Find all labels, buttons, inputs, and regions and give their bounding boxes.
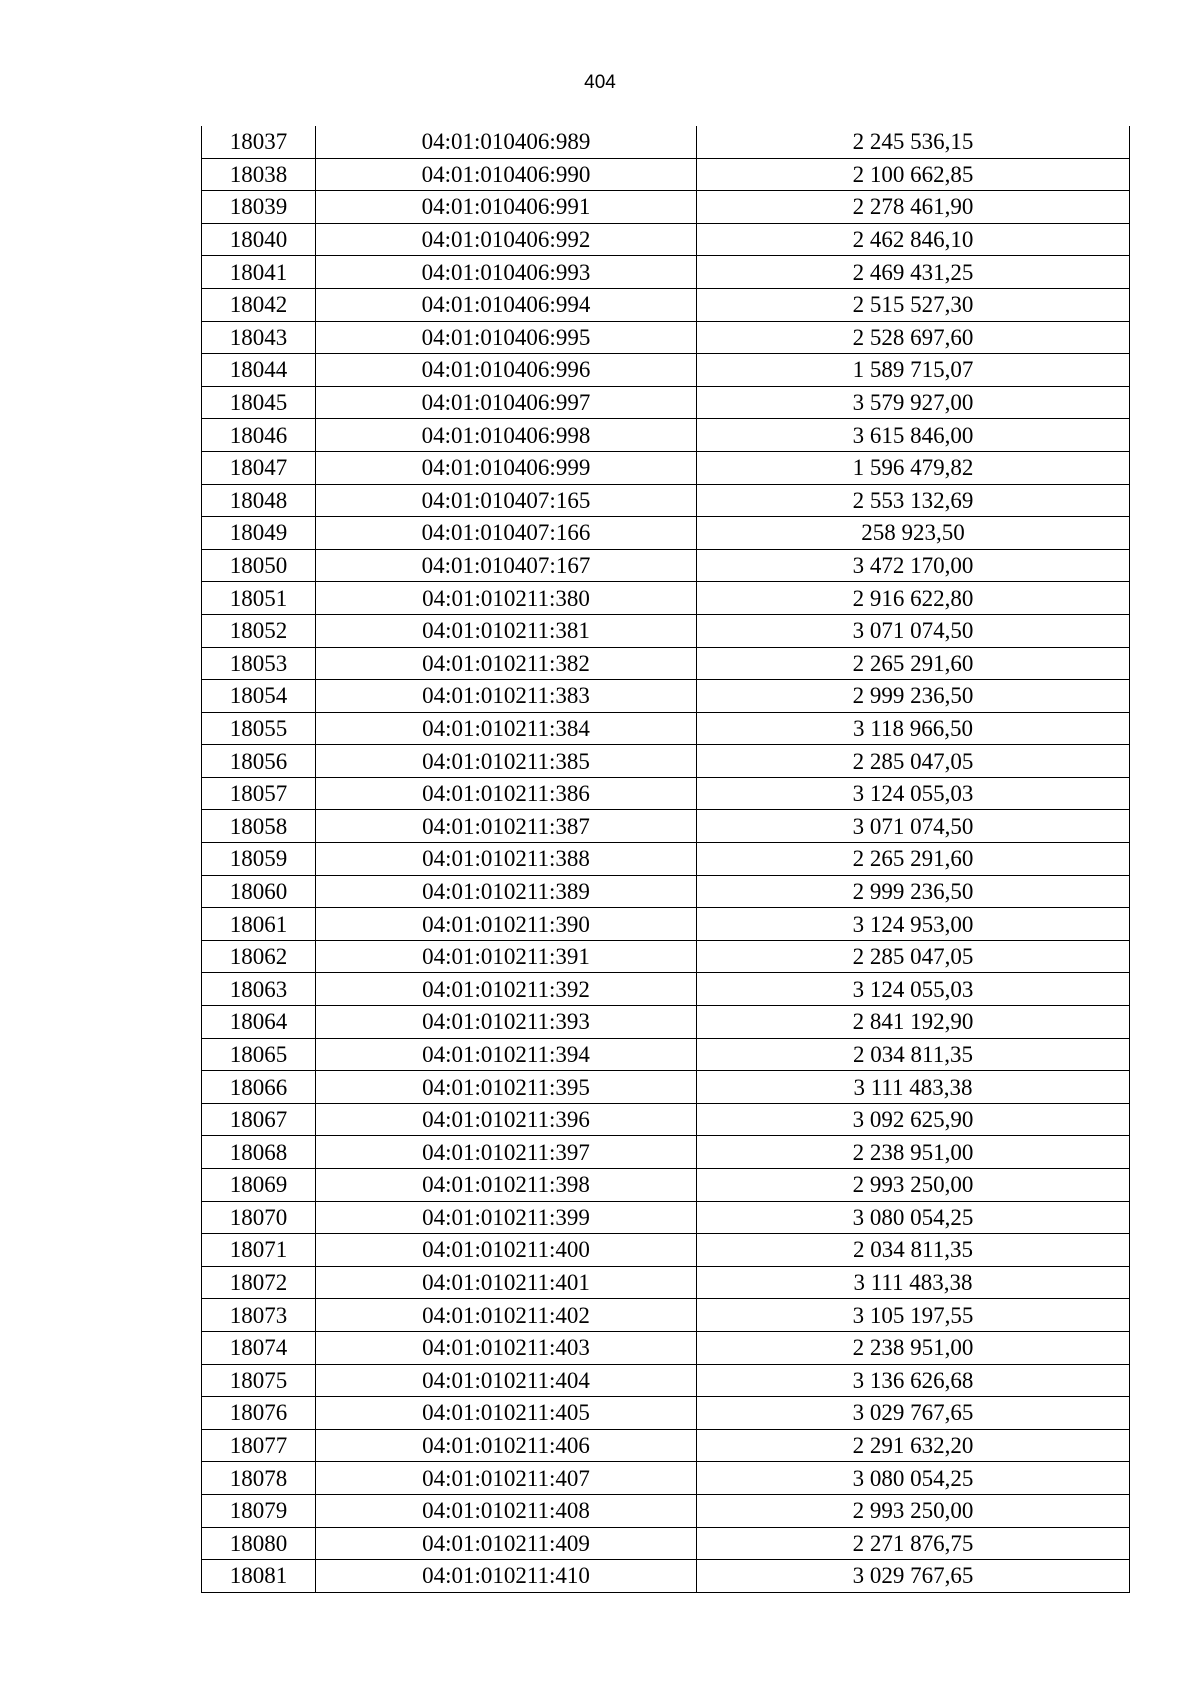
cadastral-number-cell: 04:01:010211:407 bbox=[316, 1462, 697, 1495]
value-cell: 3 029 767,65 bbox=[697, 1560, 1130, 1593]
cadastral-number-cell: 04:01:010406:992 bbox=[316, 223, 697, 256]
cadastral-number-cell: 04:01:010407:165 bbox=[316, 484, 697, 517]
table-row bbox=[202, 1006, 1130, 1039]
table-row bbox=[202, 843, 1130, 876]
cadastral-number-cell: 04:01:010211:385 bbox=[316, 745, 697, 778]
cadastral-number-cell: 04:01:010211:384 bbox=[316, 712, 697, 745]
value-cell: 3 136 626,68 bbox=[697, 1364, 1130, 1397]
cadastral-number-cell: 04:01:010406:993 bbox=[316, 256, 697, 289]
cadastral-number-cell: 04:01:010211:401 bbox=[316, 1266, 697, 1299]
row-number-cell: 18043 bbox=[202, 321, 316, 354]
row-number-cell: 18066 bbox=[202, 1071, 316, 1104]
cadastral-number-cell: 04:01:010211:398 bbox=[316, 1169, 697, 1202]
row-number-cell: 18050 bbox=[202, 549, 316, 582]
table-row bbox=[202, 908, 1130, 941]
table-row bbox=[202, 1071, 1130, 1104]
row-number-cell: 18060 bbox=[202, 875, 316, 908]
cadastral-number-cell: 04:01:010211:403 bbox=[316, 1331, 697, 1364]
cadastral-number-cell: 04:01:010211:383 bbox=[316, 680, 697, 713]
row-number-cell: 18054 bbox=[202, 680, 316, 713]
value-cell: 2 841 192,90 bbox=[697, 1006, 1130, 1039]
table-row bbox=[202, 354, 1130, 387]
value-cell: 2 238 951,00 bbox=[697, 1136, 1130, 1169]
table-row bbox=[202, 1103, 1130, 1136]
value-cell: 3 579 927,00 bbox=[697, 386, 1130, 419]
row-number-cell: 18045 bbox=[202, 386, 316, 419]
cadastral-number-cell: 04:01:010211:409 bbox=[316, 1527, 697, 1560]
row-number-cell: 18076 bbox=[202, 1397, 316, 1430]
row-number-cell: 18038 bbox=[202, 158, 316, 191]
cadastral-number-cell: 04:01:010211:391 bbox=[316, 940, 697, 973]
row-number-cell: 18068 bbox=[202, 1136, 316, 1169]
cadastral-number-cell: 04:01:010211:404 bbox=[316, 1364, 697, 1397]
cadastral-number-cell: 04:01:010211:393 bbox=[316, 1006, 697, 1039]
registry-table bbox=[201, 126, 1130, 1593]
value-cell: 3 092 625,90 bbox=[697, 1103, 1130, 1136]
row-number-cell: 18046 bbox=[202, 419, 316, 452]
table-row bbox=[202, 1299, 1130, 1332]
value-cell: 3 472 170,00 bbox=[697, 549, 1130, 582]
value-cell: 1 596 479,82 bbox=[697, 451, 1130, 484]
cadastral-number-cell: 04:01:010211:390 bbox=[316, 908, 697, 941]
table-row bbox=[202, 321, 1130, 354]
value-cell: 3 124 055,03 bbox=[697, 973, 1130, 1006]
cadastral-number-cell: 04:01:010211:405 bbox=[316, 1397, 697, 1430]
row-number-cell: 18081 bbox=[202, 1560, 316, 1593]
cadastral-number-cell: 04:01:010407:166 bbox=[316, 517, 697, 550]
registry-table-body bbox=[202, 126, 1130, 1592]
cadastral-number-cell: 04:01:010406:994 bbox=[316, 288, 697, 321]
table-row bbox=[202, 745, 1130, 778]
table-row bbox=[202, 1494, 1130, 1527]
cadastral-number-cell: 04:01:010406:999 bbox=[316, 451, 697, 484]
table-row bbox=[202, 1169, 1130, 1202]
value-cell: 2 916 622,80 bbox=[697, 582, 1130, 615]
table-row bbox=[202, 386, 1130, 419]
row-number-cell: 18071 bbox=[202, 1234, 316, 1267]
row-number-cell: 18037 bbox=[202, 126, 316, 158]
value-cell: 2 993 250,00 bbox=[697, 1169, 1130, 1202]
table-row bbox=[202, 1234, 1130, 1267]
row-number-cell: 18074 bbox=[202, 1331, 316, 1364]
row-number-cell: 18075 bbox=[202, 1364, 316, 1397]
value-cell: 2 285 047,05 bbox=[697, 745, 1130, 778]
cadastral-number-cell: 04:01:010211:382 bbox=[316, 647, 697, 680]
value-cell: 2 285 047,05 bbox=[697, 940, 1130, 973]
table-row bbox=[202, 1364, 1130, 1397]
cadastral-number-cell: 04:01:010211:392 bbox=[316, 973, 697, 1006]
table-row bbox=[202, 1429, 1130, 1462]
row-number-cell: 18067 bbox=[202, 1103, 316, 1136]
value-cell: 2 462 846,10 bbox=[697, 223, 1130, 256]
value-cell: 3 111 483,38 bbox=[697, 1266, 1130, 1299]
table-row bbox=[202, 288, 1130, 321]
value-cell: 3 111 483,38 bbox=[697, 1071, 1130, 1104]
page-number: 404 bbox=[584, 72, 616, 93]
table-row bbox=[202, 549, 1130, 582]
table-row bbox=[202, 158, 1130, 191]
row-number-cell: 18069 bbox=[202, 1169, 316, 1202]
row-number-cell: 18055 bbox=[202, 712, 316, 745]
value-cell: 3 105 197,55 bbox=[697, 1299, 1130, 1332]
table-row bbox=[202, 419, 1130, 452]
value-cell: 2 993 250,00 bbox=[697, 1494, 1130, 1527]
table-row bbox=[202, 973, 1130, 1006]
table-row bbox=[202, 940, 1130, 973]
table-row bbox=[202, 1527, 1130, 1560]
row-number-cell: 18048 bbox=[202, 484, 316, 517]
value-cell: 2 034 811,35 bbox=[697, 1038, 1130, 1071]
table-row bbox=[202, 1331, 1130, 1364]
value-cell: 2 469 431,25 bbox=[697, 256, 1130, 289]
row-number-cell: 18062 bbox=[202, 940, 316, 973]
value-cell: 2 278 461,90 bbox=[697, 191, 1130, 224]
value-cell: 3 118 966,50 bbox=[697, 712, 1130, 745]
value-cell: 2 245 536,15 bbox=[697, 126, 1130, 158]
row-number-cell: 18063 bbox=[202, 973, 316, 1006]
row-number-cell: 18080 bbox=[202, 1527, 316, 1560]
cadastral-number-cell: 04:01:010211:395 bbox=[316, 1071, 697, 1104]
row-number-cell: 18039 bbox=[202, 191, 316, 224]
cadastral-number-cell: 04:01:010406:997 bbox=[316, 386, 697, 419]
table-row bbox=[202, 1397, 1130, 1430]
cadastral-number-cell: 04:01:010406:989 bbox=[316, 126, 697, 158]
table-row bbox=[202, 680, 1130, 713]
value-cell: 2 999 236,50 bbox=[697, 875, 1130, 908]
row-number-cell: 18056 bbox=[202, 745, 316, 778]
cadastral-number-cell: 04:01:010211:394 bbox=[316, 1038, 697, 1071]
row-number-cell: 18073 bbox=[202, 1299, 316, 1332]
cadastral-number-cell: 04:01:010406:991 bbox=[316, 191, 697, 224]
value-cell: 3 080 054,25 bbox=[697, 1462, 1130, 1495]
value-cell: 3 124 953,00 bbox=[697, 908, 1130, 941]
value-cell: 2 291 632,20 bbox=[697, 1429, 1130, 1462]
value-cell: 3 029 767,65 bbox=[697, 1397, 1130, 1430]
table-row bbox=[202, 1560, 1130, 1593]
cadastral-number-cell: 04:01:010211:381 bbox=[316, 614, 697, 647]
cadastral-number-cell: 04:01:010406:998 bbox=[316, 419, 697, 452]
table-row bbox=[202, 614, 1130, 647]
table-row bbox=[202, 223, 1130, 256]
value-cell: 2 034 811,35 bbox=[697, 1234, 1130, 1267]
row-number-cell: 18064 bbox=[202, 1006, 316, 1039]
table-row bbox=[202, 1462, 1130, 1495]
cadastral-number-cell: 04:01:010211:380 bbox=[316, 582, 697, 615]
row-number-cell: 18065 bbox=[202, 1038, 316, 1071]
cadastral-number-cell: 04:01:010406:990 bbox=[316, 158, 697, 191]
cadastral-number-cell: 04:01:010406:996 bbox=[316, 354, 697, 387]
table-row bbox=[202, 777, 1130, 810]
value-cell: 258 923,50 bbox=[697, 517, 1130, 550]
table-row bbox=[202, 517, 1130, 550]
cadastral-number-cell: 04:01:010211:389 bbox=[316, 875, 697, 908]
cadastral-number-cell: 04:01:010211:402 bbox=[316, 1299, 697, 1332]
row-number-cell: 18058 bbox=[202, 810, 316, 843]
table-row bbox=[202, 647, 1130, 680]
row-number-cell: 18042 bbox=[202, 288, 316, 321]
table-row bbox=[202, 1201, 1130, 1234]
row-number-cell: 18072 bbox=[202, 1266, 316, 1299]
value-cell: 2 271 876,75 bbox=[697, 1527, 1130, 1560]
value-cell: 3 124 055,03 bbox=[697, 777, 1130, 810]
cadastral-number-cell: 04:01:010407:167 bbox=[316, 549, 697, 582]
row-number-cell: 18057 bbox=[202, 777, 316, 810]
value-cell: 1 589 715,07 bbox=[697, 354, 1130, 387]
cadastral-number-cell: 04:01:010211:408 bbox=[316, 1494, 697, 1527]
cadastral-number-cell: 04:01:010211:406 bbox=[316, 1429, 697, 1462]
value-cell: 2 528 697,60 bbox=[697, 321, 1130, 354]
table-row bbox=[202, 126, 1130, 158]
table-row bbox=[202, 451, 1130, 484]
value-cell: 3 071 074,50 bbox=[697, 810, 1130, 843]
row-number-cell: 18049 bbox=[202, 517, 316, 550]
cadastral-number-cell: 04:01:010211:400 bbox=[316, 1234, 697, 1267]
cadastral-number-cell: 04:01:010211:386 bbox=[316, 777, 697, 810]
cadastral-number-cell: 04:01:010211:410 bbox=[316, 1560, 697, 1593]
cadastral-number-cell: 04:01:010211:396 bbox=[316, 1103, 697, 1136]
table-row bbox=[202, 256, 1130, 289]
row-number-cell: 18077 bbox=[202, 1429, 316, 1462]
value-cell: 2 238 951,00 bbox=[697, 1331, 1130, 1364]
table-row bbox=[202, 484, 1130, 517]
table-row bbox=[202, 712, 1130, 745]
row-number-cell: 18079 bbox=[202, 1494, 316, 1527]
cadastral-number-cell: 04:01:010211:388 bbox=[316, 843, 697, 876]
value-cell: 3 071 074,50 bbox=[697, 614, 1130, 647]
value-cell: 2 265 291,60 bbox=[697, 647, 1130, 680]
table-row bbox=[202, 582, 1130, 615]
cadastral-number-cell: 04:01:010211:399 bbox=[316, 1201, 697, 1234]
value-cell: 2 515 527,30 bbox=[697, 288, 1130, 321]
value-cell: 2 265 291,60 bbox=[697, 843, 1130, 876]
row-number-cell: 18052 bbox=[202, 614, 316, 647]
table-row bbox=[202, 875, 1130, 908]
row-number-cell: 18041 bbox=[202, 256, 316, 289]
row-number-cell: 18053 bbox=[202, 647, 316, 680]
row-number-cell: 18059 bbox=[202, 843, 316, 876]
value-cell: 2 553 132,69 bbox=[697, 484, 1130, 517]
value-cell: 2 100 662,85 bbox=[697, 158, 1130, 191]
row-number-cell: 18061 bbox=[202, 908, 316, 941]
row-number-cell: 18044 bbox=[202, 354, 316, 387]
table-row bbox=[202, 191, 1130, 224]
value-cell: 2 999 236,50 bbox=[697, 680, 1130, 713]
value-cell: 3 615 846,00 bbox=[697, 419, 1130, 452]
cadastral-number-cell: 04:01:010211:387 bbox=[316, 810, 697, 843]
cadastral-number-cell: 04:01:010211:397 bbox=[316, 1136, 697, 1169]
value-cell: 3 080 054,25 bbox=[697, 1201, 1130, 1234]
row-number-cell: 18051 bbox=[202, 582, 316, 615]
table-row bbox=[202, 1038, 1130, 1071]
table-row bbox=[202, 1266, 1130, 1299]
row-number-cell: 18078 bbox=[202, 1462, 316, 1495]
row-number-cell: 18070 bbox=[202, 1201, 316, 1234]
row-number-cell: 18047 bbox=[202, 451, 316, 484]
row-number-cell: 18040 bbox=[202, 223, 316, 256]
table-row bbox=[202, 1136, 1130, 1169]
table-row bbox=[202, 810, 1130, 843]
cadastral-number-cell: 04:01:010406:995 bbox=[316, 321, 697, 354]
